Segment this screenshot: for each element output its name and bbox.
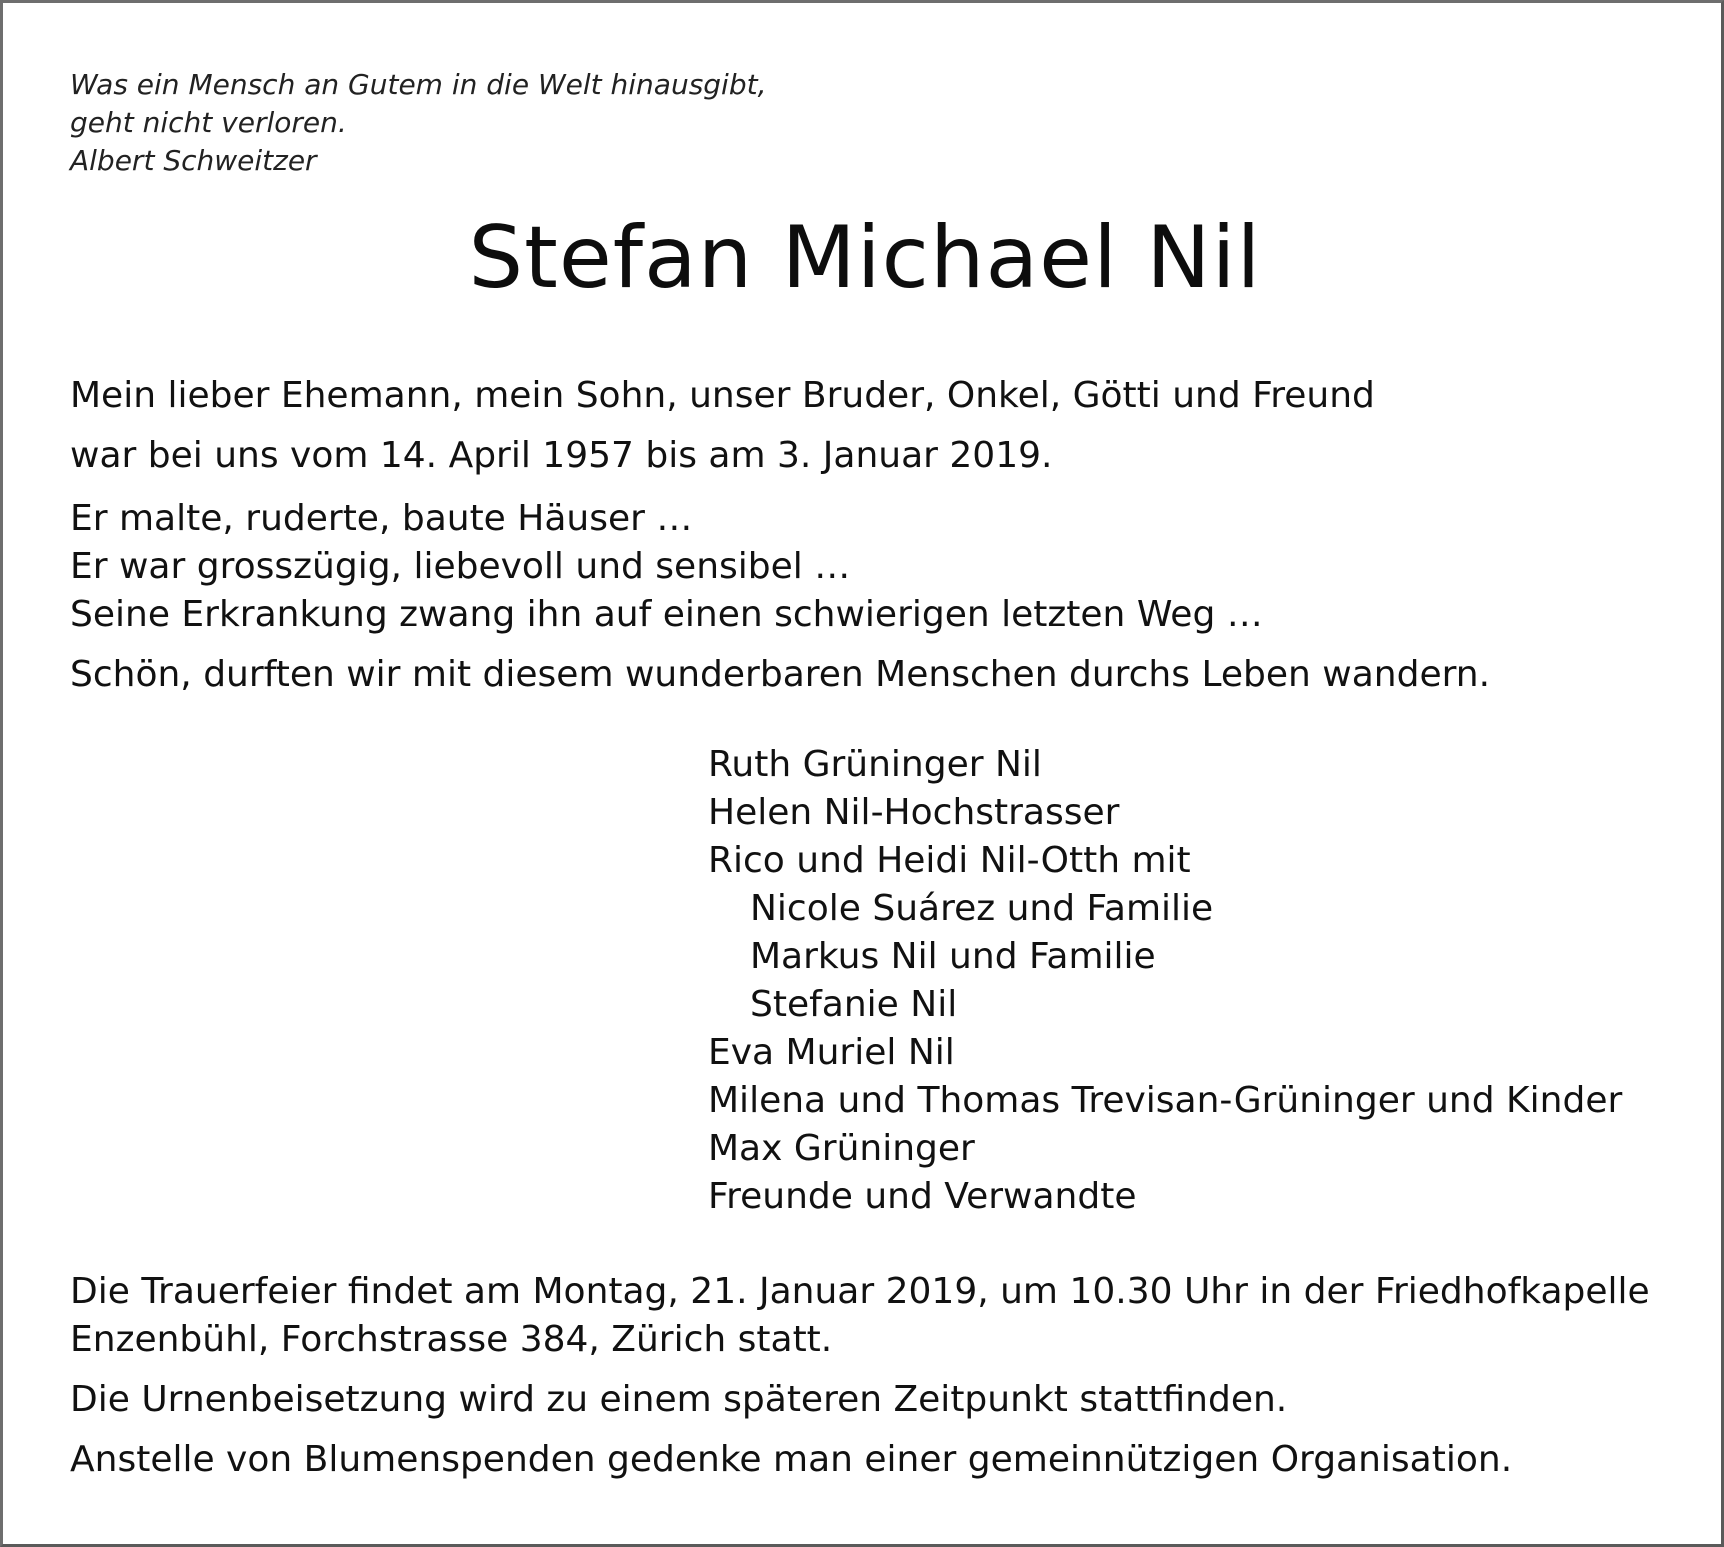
quote-author: Albert Schweitzer bbox=[70, 144, 317, 177]
donation-line: Anstelle von Blumenspenden gedenke man einer gemeinnützigen Organisation. bbox=[70, 1439, 1513, 1480]
mourner-name: Milena und Thomas Trevisan-Grüninger und Kinder bbox=[708, 1080, 1623, 1121]
mourner-name: Ruth Grüninger Nil bbox=[708, 744, 1042, 785]
service-line: Die Trauerfeier findet am Montag, 21. Januar 2019, um 10.30 Uhr in der Friedhofkapelle bbox=[70, 1271, 1650, 1312]
intro-paragraph bbox=[70, 372, 1375, 480]
epigraph-quote bbox=[70, 66, 767, 180]
mourners-list bbox=[708, 741, 1622, 1221]
quote-line: geht nicht verloren. bbox=[70, 106, 347, 139]
traits-line: Schön, durften wir mit diesem wunderbaren Menschen durchs Leben wandern. bbox=[70, 654, 1491, 695]
traits-paragraph bbox=[70, 495, 1490, 699]
mourner-name: Freunde und Verwandte bbox=[708, 1176, 1137, 1217]
mourner-name: Stefanie Nil bbox=[750, 984, 958, 1025]
mourner-name: Helen Nil-Hochstrasser bbox=[708, 792, 1120, 833]
intro-line: Mein lieber Ehemann, mein Sohn, unser Bruder, Onkel, Götti und Freund bbox=[70, 375, 1375, 416]
mourner-name: Rico und Heidi Nil-Otth mit bbox=[708, 840, 1191, 881]
mourner-name: Max Grüninger bbox=[708, 1128, 975, 1169]
life-dates-line: war bei uns vom 14. April 1957 bis am 3. Januar 2019. bbox=[70, 435, 1053, 476]
mourner-name: Nicole Suárez und Familie bbox=[750, 888, 1214, 929]
urn-burial-line: Die Urnenbeisetzung wird zu einem späteren Zeitpunkt stattfinden. bbox=[70, 1379, 1288, 1420]
service-line: Enzenbühl, Forchstrasse 384, Zürich statt. bbox=[70, 1319, 833, 1360]
mourner-name: Markus Nil und Familie bbox=[750, 936, 1156, 977]
deceased-name: Stefan Michael Nil bbox=[468, 208, 1262, 308]
service-information bbox=[70, 1268, 1650, 1484]
traits-line: Er war grosszügig, liebevoll und sensibel … bbox=[70, 546, 851, 587]
quote-line: Was ein Mensch an Gutem in die Welt hinausgibt, bbox=[70, 68, 767, 101]
mourner-name: Eva Muriel Nil bbox=[708, 1032, 955, 1073]
traits-line: Er malte, ruderte, baute Häuser … bbox=[70, 498, 693, 539]
traits-line: Seine Erkrankung zwang ihn auf einen schwierigen letzten Weg … bbox=[70, 594, 1263, 635]
